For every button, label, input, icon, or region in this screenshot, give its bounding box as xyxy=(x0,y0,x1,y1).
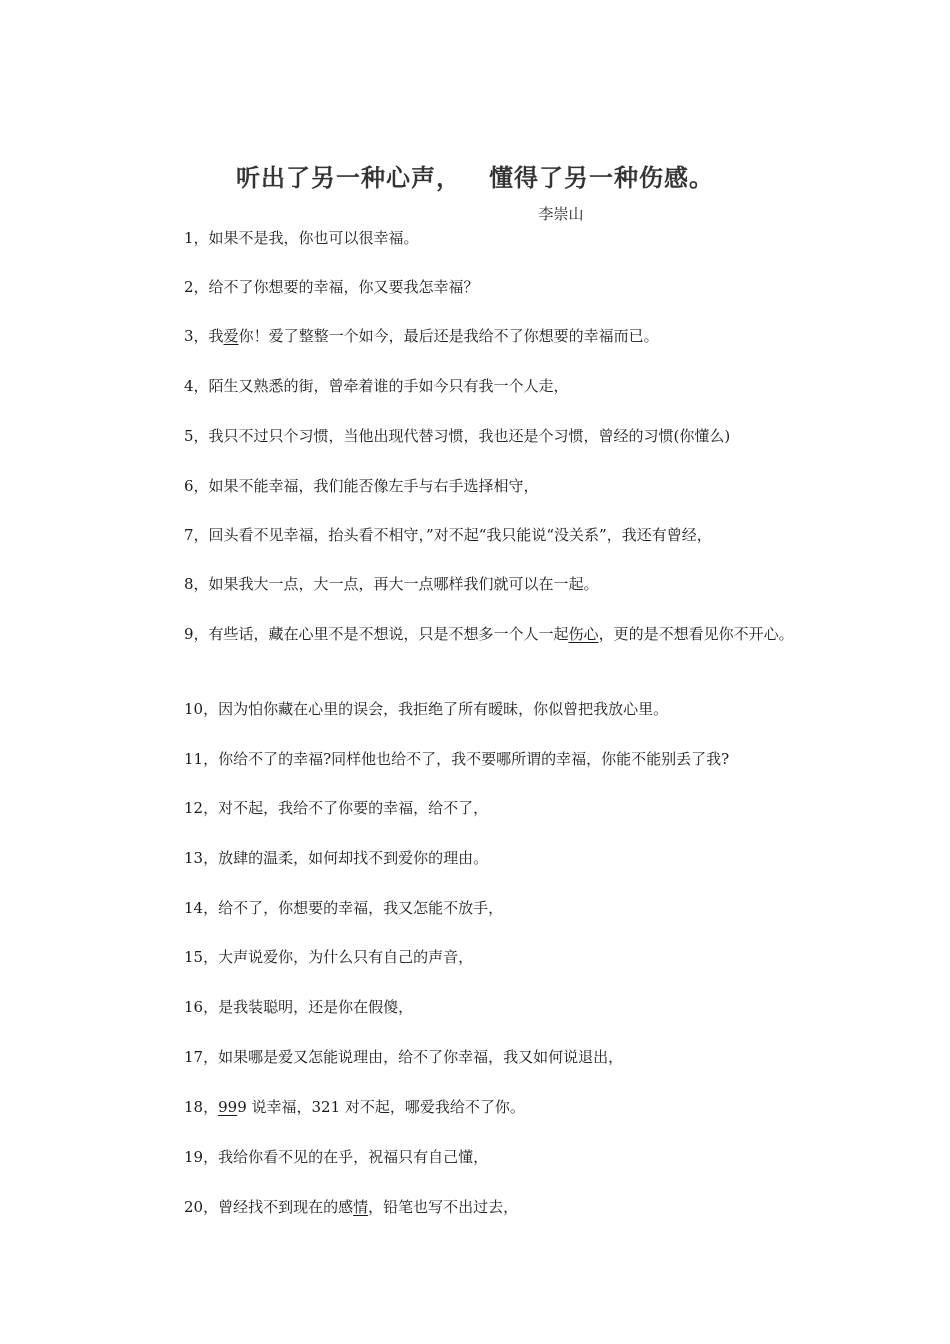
list-item xyxy=(150,747,810,771)
list-item xyxy=(150,796,810,820)
list-item xyxy=(150,523,810,547)
line-text: 2，给不了你想要的幸福，你又要我怎幸福？ xyxy=(184,278,479,296)
hyperlink-text[interactable]: 情 xyxy=(353,1198,369,1216)
line-text: 19，我给你看不见的在乎，祝福只有自己懂， xyxy=(184,1148,489,1166)
list-item xyxy=(150,1045,810,1069)
list-item xyxy=(150,945,810,969)
line-text: 18， xyxy=(184,1098,219,1116)
line-text: 9，有些话，藏在心里不是不想说，只是不想多一个人一起 xyxy=(184,625,569,643)
line-text: 6，如果不能幸福，我们能否像左手与右手选择相守， xyxy=(184,477,539,495)
line-text: ，更的是不想看见你不开心。 xyxy=(598,625,794,643)
list-item xyxy=(150,896,810,920)
line-text: 13，放肆的温柔，如何却找不到爱你的理由。 xyxy=(184,849,489,867)
list-item xyxy=(150,275,810,299)
line-text: 12，对不起，我给不了你要的幸福，给不了， xyxy=(184,799,489,817)
line-text: 3，我 xyxy=(184,327,224,345)
list-item xyxy=(150,324,810,348)
list-item xyxy=(150,572,810,596)
list-item xyxy=(150,474,810,498)
line-text: 20，曾经找不到现在的感 xyxy=(184,1198,354,1216)
line-text: 10，因为怕你藏在心里的误会，我拒绝了所有暧昧，你似曾把我放心里。 xyxy=(184,700,669,718)
line-text: 4，陌生又熟悉的街，曾牵着谁的手如今只有我一个人走， xyxy=(184,377,569,395)
list-item xyxy=(150,622,810,646)
line-text: 16，是我装聪明，还是你在假傻， xyxy=(184,998,414,1016)
hyperlink-text[interactable]: 爱 xyxy=(223,327,239,345)
document-title: 听出了另一种心声， 懂得了另一种伤感。 xyxy=(235,164,715,192)
line-text: 11，你给不了的幸福?同样他也给不了，我不要哪所谓的幸福，你能不能别丢了我? xyxy=(184,750,730,768)
author-name: 李崇山 xyxy=(538,205,584,223)
list-item xyxy=(150,424,810,448)
line-text: 9 说幸福，321 对不起，哪爱我给不了你。 xyxy=(237,1098,525,1116)
list-item xyxy=(150,995,810,1019)
line-text: 1，如果不是我，你也可以很幸福。 xyxy=(184,229,419,247)
list-item xyxy=(150,226,810,250)
list-item xyxy=(150,1095,810,1119)
list-item xyxy=(150,697,810,721)
line-text: 7，回头看不见幸福，抬头看不相守，”对不起“我只能说“没关系”，我还有曾经， xyxy=(184,526,712,544)
line-text: 8，如果我大一点，大一点，再大一点哪样我们就可以在一起。 xyxy=(184,575,599,593)
list-item xyxy=(150,1145,810,1169)
list-item xyxy=(150,374,810,398)
line-text: ，铅笔也写不出过去， xyxy=(368,1198,519,1216)
list-item xyxy=(150,1195,810,1219)
line-text: 17，如果哪是爱又怎能说理由，给不了你幸福，我又如何说退出， xyxy=(184,1048,624,1066)
line-text: 15，大声说爱你，为什么只有自己的声音， xyxy=(184,948,474,966)
hyperlink-text[interactable]: 99 xyxy=(218,1098,238,1116)
line-text: 你！爱了整整一个如今，最后还是我给不了你想要的幸福而已。 xyxy=(238,327,659,345)
list-item xyxy=(150,846,810,870)
line-text: 14，给不了，你想要的幸福，我又怎能不放手， xyxy=(184,899,504,917)
hyperlink-text[interactable]: 伤心 xyxy=(568,625,599,643)
line-text: 5，我只不过只个习惯，当他出现代替习惯，我也还是个习惯，曾经的习惯(你懂么) xyxy=(184,427,731,445)
